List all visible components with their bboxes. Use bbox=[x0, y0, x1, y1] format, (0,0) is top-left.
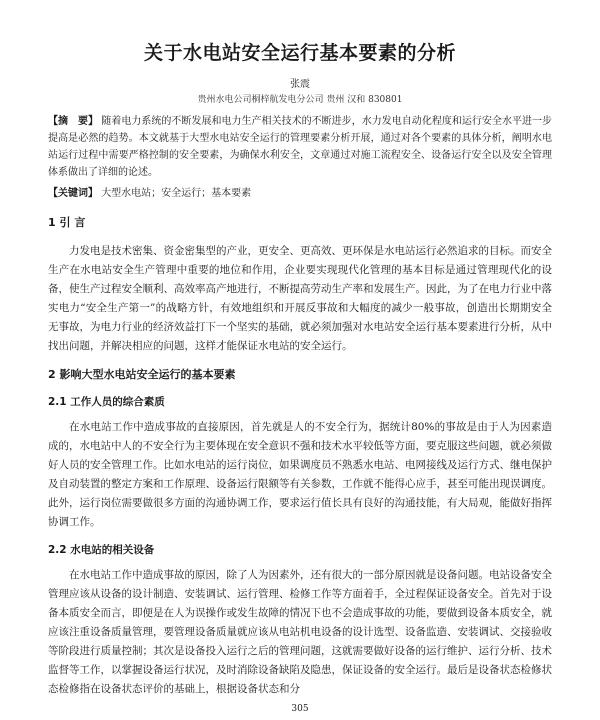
abstract-label: 【摘 要】 bbox=[48, 116, 99, 127]
staff-paragraph: 在水电站工作中造成事故的直接原因，首先就是人的不安全行为，据统计80%的事故是由于人为因素造成的，水电站中人的不安全行为主要体现在安全意识不强和技术水平较低等方面，要克服这些问题，就必须做好人员的安全管理工作。比如水电站的运行岗位，如果调度员不熟悉水电站、电网接线及运行方式、继电保护及自动装置的整定方案和工作原理、设备运行限额等有关参数，工作就不能得心应手，甚至可能出现误调度。此外，运行岗位需要做很多方面的沟通协调工作，要求运行值长具有良好的沟通技能，有大局观，能做好指挥协调工作。 bbox=[48, 421, 552, 528]
abstract-text: 随着电力系统的不断发展和电力生产相关技术的不断进步，水力发电自动化程度和运行安全水平进一步提高是必然的趋势。本文就基于大型水电站安全运行的管理要素分析开展，通过对各个要素的具体分析，阐明水电站运行过程中需要严格控制的安全要素，为确保水利安全，文章通过对施工流程安全、设备运行安全以及安全管理体系做出了详细的论述。 bbox=[48, 116, 553, 178]
section-heading-intro: 1 引 言 bbox=[48, 216, 86, 229]
equipment-paragraph: 在水电站工作中造成事故的原因，除了人为因素外，还有很大的一部分原因就是设备问题。电站设备安全管理应该从设备的设计制造、安装调试、运行管理、检修工作等方面着手，全过程保证设备安全。首先对于设备本质安全而言，即便是在人为误操作或发生故障的情况下也不会造成事故的功能，要做到设备本质安全，就应该注重设备质量管理，要管理设备质量就应该从电站机电设备的设计选型、设备监造、安装调试、交接验收等阶段进行质量控制；其次是设备投入运行之后的管理问题，这就需要做好设备的运行维护、运行分析、技术监督等工作，以掌握设备运行状况，及时消除设备缺陷及隐患，保证设备的安全运行。最后是设备状态检修状态检修指在设备状态评价的基础上，根据设备状态和分 bbox=[48, 569, 552, 695]
author-affiliation: 贵州水电公司桐梓航发电分公司 贵州 汉和 830801 bbox=[197, 95, 403, 105]
author-name: 张震 bbox=[290, 79, 310, 90]
abstract bbox=[48, 113, 552, 181]
subsection-heading-staff: 2.1 工作人员的综合素质 bbox=[48, 396, 165, 408]
intro-paragraph: 力发电是技术密集、资金密集型的产业，更安全、更高效、更环保是水电站运行必然追求的目标。而安全生产在水电站安全生产管理中重要的地位和作用，企业要实现现代化管理的基本目标是通过管理现代化的设备，使生产过程安全顺利、高效率高产地进行，不断提高劳动生产率和发展生产。因此，为了在电力行业中落实电力“安全生产第一”的战略方针，有效地组织和开展反事故和大幅度的减少一般事故，创造出长期期安全无事故，为电力行业的经济效益打下一个坚实的基础，就必须加强对水电站安全运行基本要素进行分析，从中找出问题，并解决相应的问题，这样才能保证水电站的安全运行。 bbox=[48, 245, 552, 352]
section-heading-factors: 2 影响大型水电站安全运行的基本要素 bbox=[48, 368, 236, 381]
keywords bbox=[48, 186, 552, 202]
keywords-text: 大型水电站；安全运行；基本要素 bbox=[101, 188, 252, 199]
page-number: 305 bbox=[291, 704, 309, 714]
paper-title: 关于水电站安全运行基本要素的分析 bbox=[143, 42, 456, 64]
keywords-label: 【关键词】 bbox=[48, 188, 98, 199]
subsection-heading-equipment: 2.2 水电站的相关设备 bbox=[48, 544, 155, 556]
